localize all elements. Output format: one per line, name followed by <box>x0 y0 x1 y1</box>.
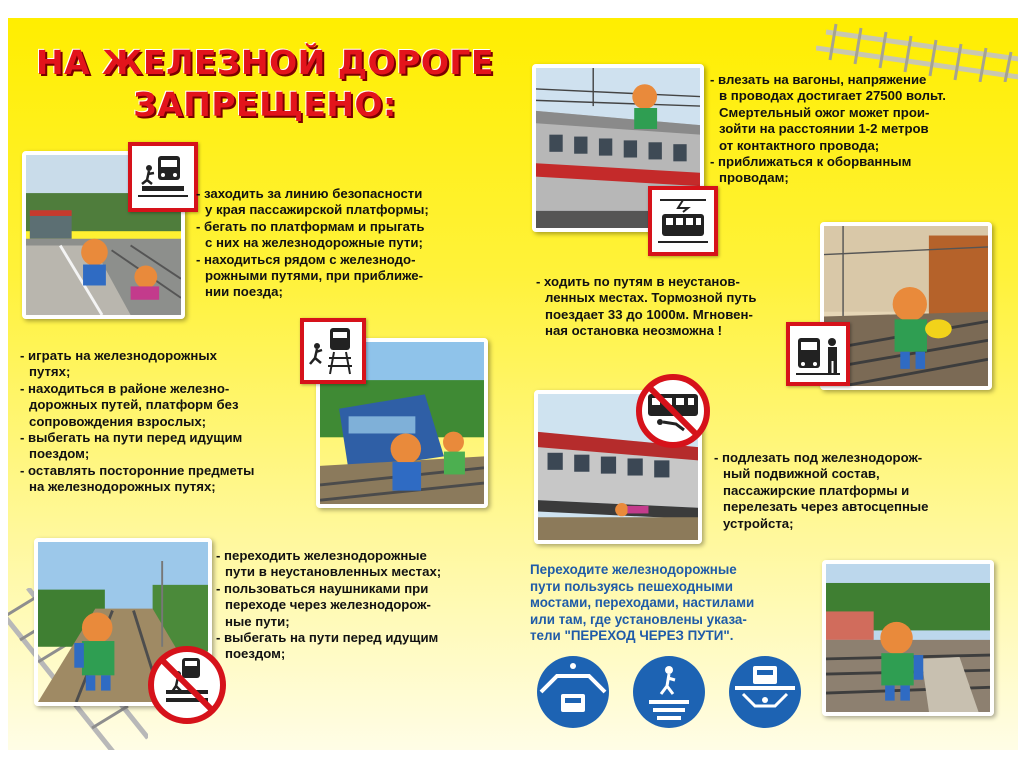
text-block-braking <box>536 274 812 340</box>
advice-text <box>530 562 820 645</box>
text-line: - приближаться к оборванным <box>710 154 912 170</box>
text-line: - ходить по путям в неустанов- <box>536 274 740 289</box>
text-line: перелезать через автосцепные <box>723 499 929 515</box>
poster-title <box>20 42 510 126</box>
text-line: зойти на расстоянии 1-2 метров <box>719 121 929 137</box>
text-line: - выбегать на пути перед идущим <box>20 430 243 446</box>
no-crawling-under-wagon-sign <box>636 374 710 448</box>
photo-kid-at-crossing <box>822 560 994 716</box>
text-line: пути в неустановленных местах; <box>225 564 442 580</box>
text-line: - находиться рядом с железнодо- <box>196 251 416 267</box>
text-line: - находиться в районе железно- <box>20 380 230 396</box>
text-line: нии поезда; <box>205 284 283 300</box>
no-playing-on-tracks-sign <box>300 318 366 384</box>
text-block-wires <box>710 72 1010 187</box>
title-line-2: ЗАПРЕЩЕНО: <box>133 85 397 124</box>
text-line: путях; <box>29 364 71 380</box>
text-line: устройста; <box>723 515 794 531</box>
text-line: от контактного провода; <box>719 137 880 153</box>
text-line: рожными путями, при приближе- <box>205 268 423 284</box>
text-line: - заходить за линию безопасности <box>196 186 423 201</box>
no-walking-past-platform-line-sign <box>128 142 198 212</box>
text-line: - подлезать под железнодорож- <box>714 450 923 465</box>
text-line: - играть на железнодорожных <box>20 348 217 363</box>
no-crossing-tracks-sign <box>148 646 226 724</box>
underground-passage-sign <box>727 654 803 730</box>
text-line: поездом; <box>225 646 286 662</box>
text-line: ный подвижной состав, <box>723 466 880 482</box>
high-voltage-train-sign <box>648 186 718 256</box>
advice-line: мостами, переходами, настилами <box>530 595 755 611</box>
text-block-crossing <box>216 548 516 663</box>
text-line: - влезать на вагоны, напряжение <box>710 72 927 87</box>
text-line: ленных местах. Тормозной путь <box>545 290 757 306</box>
text-line: поездом; <box>29 446 90 462</box>
text-line: на железнодорожных путях; <box>29 479 216 495</box>
text-line: - оставлять посторонние предметы <box>20 462 255 478</box>
person-near-tracks-sign <box>786 322 850 386</box>
text-line: - бегать по платформам и прыгать <box>196 218 425 234</box>
text-line: - переходить железнодорожные <box>216 548 427 563</box>
text-line: - выбегать на пути перед идущим <box>216 630 439 646</box>
text-line: переходе через железнодорож- <box>225 597 431 613</box>
pedestrian-crossing-sign <box>631 654 707 730</box>
text-line: с них на железнодорожные пути; <box>205 235 423 251</box>
text-line: у края пассажирской платформы; <box>205 202 429 218</box>
text-line: проводам; <box>719 170 789 186</box>
text-line: ные пути; <box>225 613 290 629</box>
text-line: поездает 33 до 1000м. Мгновен- <box>545 306 753 322</box>
text-line: - пользоваться наушниками при <box>216 580 429 596</box>
advice-line: пути пользуясь пешеходными <box>530 578 733 594</box>
text-line: в проводах достигает 27500 вольт. <box>719 88 946 104</box>
text-line: сопровождения взрослых; <box>29 413 207 429</box>
text-block-wagon <box>714 450 1014 532</box>
text-line: Смертельный ожог может прои- <box>719 104 930 120</box>
safety-poster <box>8 18 1018 750</box>
pedestrian-bridge-sign <box>535 654 611 730</box>
text-block-platform <box>196 186 496 301</box>
text-line: ная остановка неозможна ! <box>545 323 722 339</box>
text-line: дорожных путей, платформ без <box>29 397 239 413</box>
title-line-1: НА ЖЕЛЕЗНОЙ ДОРОГЕ <box>35 43 494 82</box>
text-block-playing <box>20 348 320 496</box>
advice-line: или там, где установлены указа- <box>530 611 747 627</box>
text-line: пассажирские платформы и <box>723 482 910 498</box>
advice-line: Переходите железнодорожные <box>530 562 737 577</box>
advice-line: тели "ПЕРЕХОД ЧЕРЕЗ ПУТИ". <box>530 628 734 644</box>
